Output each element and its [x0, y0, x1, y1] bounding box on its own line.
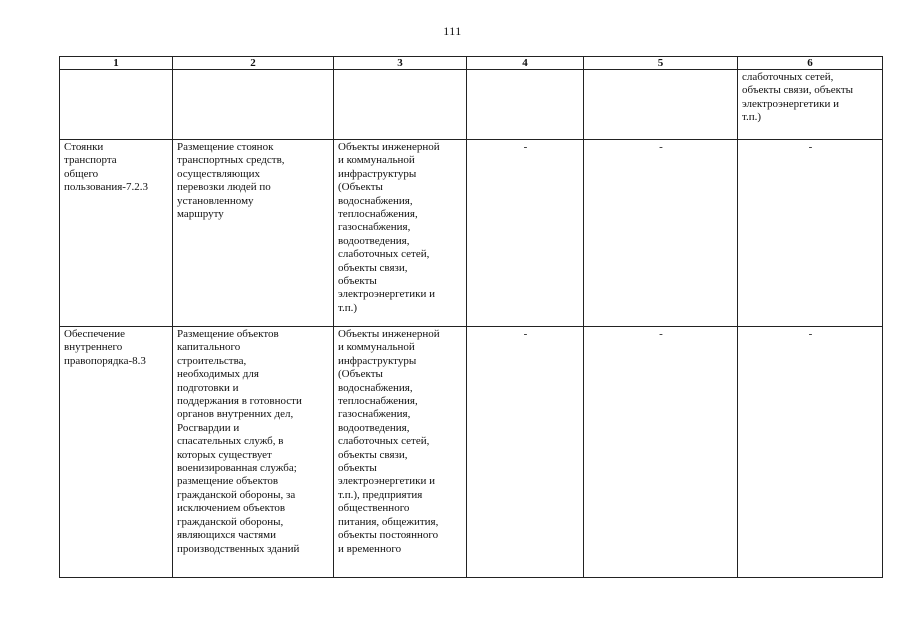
table-cell — [738, 140, 883, 327]
cell-text: - — [523, 328, 528, 340]
cell-text: - — [659, 141, 663, 153]
column-header-3: 3 — [334, 57, 467, 70]
cell-text: - — [659, 328, 663, 340]
table-cell — [60, 327, 173, 578]
cell-text: - — [808, 328, 813, 340]
table-cell — [584, 70, 738, 140]
table-cell — [173, 327, 334, 578]
cell-text: Объекты инженерной и коммунальной инфраструктуры (Объекты водоснабжения, теплоснабжения, газоснабжения, водоотведения, слаботочных сетей, объекты связи, объекты электроэнергетики и т.п.) — [338, 141, 440, 314]
column-header-1: 1 — [60, 57, 173, 70]
cell-text: Размещение стоянок транспортных средств, осуществляющих перевозки людей по установленному маршруту — [177, 141, 285, 221]
table-cell — [60, 70, 173, 140]
table-cell — [738, 70, 883, 140]
table-cell — [738, 327, 883, 578]
table-cell — [334, 70, 467, 140]
table-cell — [467, 140, 584, 327]
table-cell — [467, 327, 584, 578]
document-table — [59, 56, 883, 578]
table-cell — [173, 70, 334, 140]
table-cell — [584, 140, 738, 327]
table-cell — [584, 327, 738, 578]
table-row — [60, 70, 883, 140]
cell-text: - — [808, 141, 813, 153]
cell-text: - — [523, 141, 528, 153]
table-cell — [60, 140, 173, 327]
page-number: 111 — [443, 24, 462, 38]
table-cell — [334, 327, 467, 578]
column-header-2: 2 — [173, 57, 334, 70]
cell-text: слаботочных сетей, объекты связи, объекты электроэнергетики и т.п.) — [742, 71, 854, 124]
table-row — [60, 140, 883, 327]
cell-text: Объекты инженерной и коммунальной инфраструктуры (Объекты водоснабжения, теплоснабжения, газоснабжения, водоотведения, слаботочных сетей, объекты связи, объекты электроэнергетики и т.п.), предприятия общественного питания, общежития, объекты постоянного и временного — [338, 328, 440, 555]
column-header-5: 5 — [584, 57, 738, 70]
cell-text: Размещение объектов капитального строительства, необходимых для подготовки и поддержания в готовности органов внутренних дел, Росгвардии и спасательных служб, в которых существует военизированная служба; размещение объектов гражданской обороны, за исключением объектов гражданской обороны, являющихся частями производственных зданий — [177, 328, 302, 555]
column-header-4: 4 — [467, 57, 584, 70]
table-header-row — [60, 57, 883, 70]
table-cell — [173, 140, 334, 327]
table-cell — [467, 70, 584, 140]
table-row — [60, 327, 883, 578]
cell-text: Обеспечение внутреннего правопорядка-8.3 — [64, 328, 146, 367]
column-header-6: 6 — [738, 57, 883, 70]
cell-text: Стоянки транспорта общего пользования-7.2.3 — [64, 141, 148, 194]
table-cell — [334, 140, 467, 327]
